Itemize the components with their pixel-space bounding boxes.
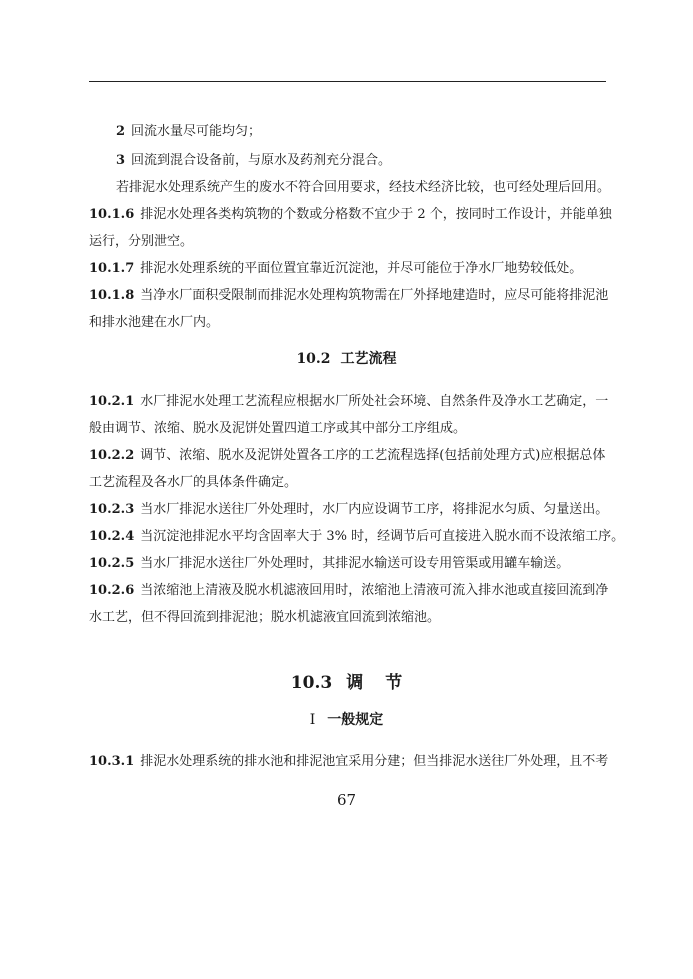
clause-number: 10.2.6 [89,583,135,598]
section-title: 工艺流程 [340,351,397,367]
clause-text: 排泥水处理系统的平面位置宜靠近沉淀池，并尽可能位于净水厂地势较低处。 [140,261,583,276]
clause-continuation: 般由调节、浓缩、脱水及泥饼处置四道工序或其中部分工序组成。 [89,421,467,436]
clause-number: 10.2.4 [89,529,135,544]
clause-10-1-8 [89,289,609,302]
list-item [116,125,636,138]
clause-10-1-7 [89,262,609,275]
clause-text: 调节、浓缩、脱水及泥饼处置各工序的工艺流程选择(包括前处理方式)应根据总体 [140,448,606,463]
clause-10-2-2 [89,449,609,462]
clause-10-2-4 [89,529,625,544]
clause-text: 当水厂排泥水送往厂外处理时，水厂内应设调节工序，将排泥水匀质、匀量送出。 [140,502,609,517]
section-number: 10.3 [290,673,333,693]
list-item [116,154,636,167]
section-heading-10-2 [0,352,693,366]
clause-text: 排泥水处理各类构筑物的个数或分格数不宜少于 2 个，按同时工作设计，并能单独 [140,207,612,222]
clause-number: 10.2.5 [89,556,135,571]
clause-number: 10.2.1 [89,394,135,409]
clause-text: 当净水厂面积受限制而排泥水处理构筑物需在厂外择地建造时，应尽可能将排泥池 [140,288,609,303]
section-number: 10.2 [296,351,331,367]
clause-text: 排泥水处理系统的排水池和排泥池宜采用分建；但当排泥水送往厂外处理，且不考 [140,754,609,769]
clause-continuation: 和排水池建在水厂内。 [89,315,220,330]
clause-number: 10.1.6 [89,207,135,222]
clause-10-2-5 [89,557,609,570]
clause-number: 10.1.7 [89,261,135,276]
subsection-heading [0,713,693,727]
clause-text: 当浓缩池上清液及脱水机滤液回用时，浓缩池上清液可流入排水池或直接回流到净 [140,583,609,598]
clause-number: 10.2.2 [89,448,135,463]
item-number: 2 [116,124,126,139]
clause-continuation: 运行，分别泄空。 [89,234,194,249]
clause-text: 当水厂排泥水送往厂外处理时，其排泥水输送可设专用管渠或用罐车输送。 [140,556,570,571]
clause-10-3-1 [89,755,609,768]
clause-number: 10.3.1 [89,754,135,769]
clause-text: 水厂排泥水处理工艺流程应根据水厂所处社会环境、自然条件及净水工艺确定，一 [140,394,609,409]
section-title: 调节 [346,673,425,693]
header-rule [89,81,606,82]
subsection-numeral: Ⅰ [309,712,316,728]
clause-10-2-3 [89,503,609,516]
item-number: 3 [116,153,126,168]
page-number: 67 [336,791,357,809]
paragraph: 若排泥水处理系统产生的废水不符合回用要求，经技术经济比较，也可经处理后回用。 [116,180,611,195]
subsection-title: 一般规定 [327,712,384,728]
section-heading-10-3 [0,675,693,692]
item-text: 回流到混合设备前，与原水及药剂充分混合。 [131,153,392,168]
clause-10-2-6 [89,584,609,597]
clause-number: 10.1.8 [89,288,135,303]
clause-continuation: 工艺流程及各水厂的具体条件确定。 [89,475,298,490]
clause-number: 10.2.3 [89,502,135,517]
clause-10-2-1 [89,395,609,408]
clause-text: 当沉淀池排泥水平均含固率大于 3% 时，经调节后可直接进入脱水而不设浓缩工序。 [140,529,625,544]
clause-continuation: 水工艺，但不得回流到排泥池；脱水机滤液宜回流到浓缩池。 [89,610,441,625]
item-text: 回流水量尽可能均匀； [131,124,262,139]
clause-10-1-6 [89,207,612,222]
